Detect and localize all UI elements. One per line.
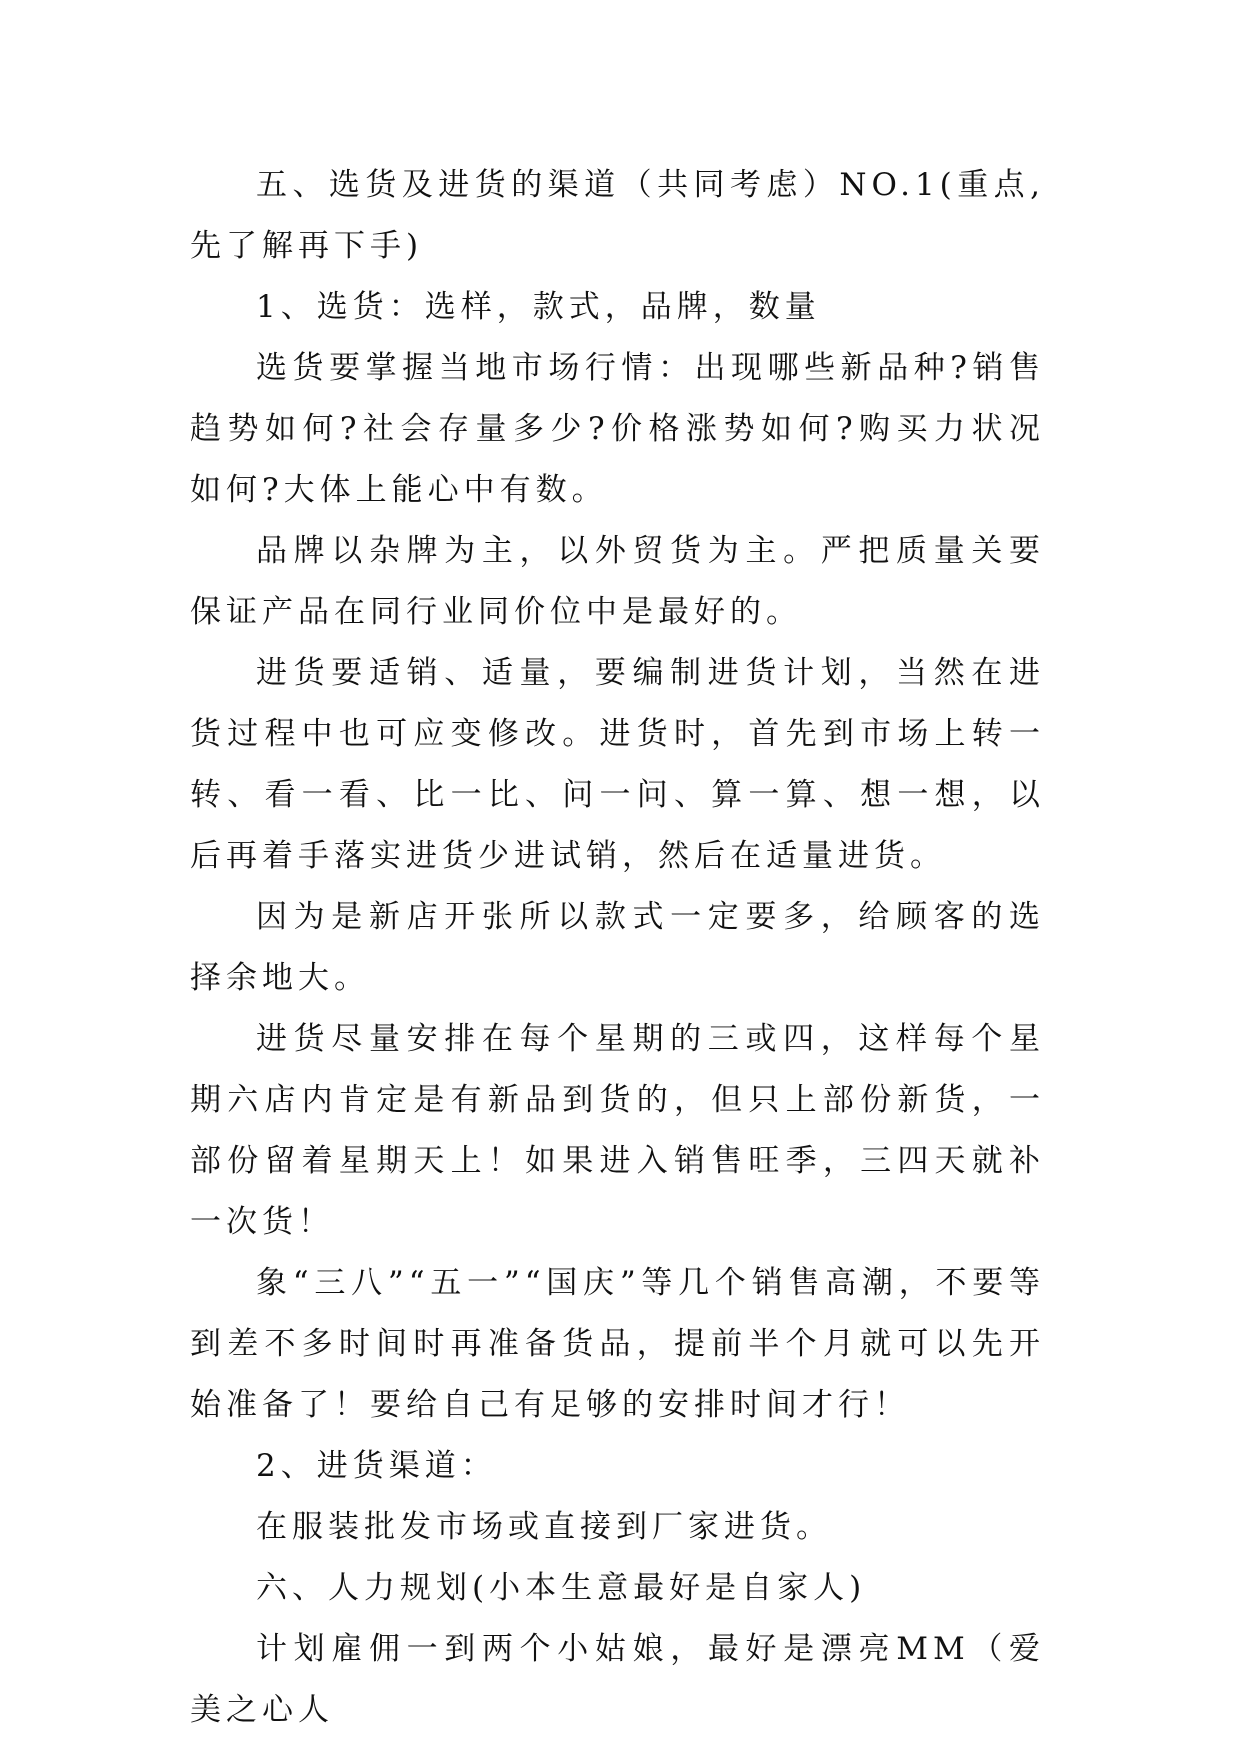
document-body <box>190 155 1045 1741</box>
paragraph-restock-schedule: 进货尽量安排在每个星期的三或四，这样每个星期六店内肯定是有新品到货的，但只上部份新货，一部份留着星期天上！如果进入销售旺季，三四天就补一次货！ <box>190 1021 1045 1240</box>
paragraph-holiday-preparation: 象“三八”“五一”“国庆”等几个销售高潮，不要等到差不多时间时再准备货品，提前半个月就可以先开始准备了！要给自己有足够的安排时间才行！ <box>190 1265 1045 1423</box>
subheading-purchase-channels: 2、进货渠道： <box>256 1448 497 1484</box>
paragraph-wholesale-market: 在服装批发市场或直接到厂家进货。 <box>256 1509 832 1545</box>
section-heading-six: 六、人力规划(小本生意最好是自家人) <box>256 1570 867 1606</box>
paragraph-new-store-styles: 因为是新店开张所以款式一定要多，给顾客的选择余地大。 <box>190 899 1045 996</box>
paragraph-staff-plan: 计划雇佣一到两个小姑娘，最好是漂亮MM（爱美之心人 <box>190 1631 1045 1728</box>
section-heading-five: 五、选货及进货的渠道（共同考虑）NO.1(重点,先了解再下手) <box>190 167 1045 264</box>
paragraph-purchase-plan: 进货要适销、适量，要编制进货计划，当然在进货过程中也可应变修改。进货时，首先到市场上转一转、看一看、比一比、问一问、算一算、想一想，以后再着手落实进货少进试销，然后在适量进货。 <box>190 655 1045 874</box>
paragraph-market-conditions: 选货要掌握当地市场行情：出现哪些新品种?销售趋势如何?社会存量多少?价格涨势如何?购买力状况如何?大体上能心中有数。 <box>190 350 1045 508</box>
subheading-selection: 1、选货：选样，款式，品牌，数量 <box>256 289 821 325</box>
paragraph-brand-quality: 品牌以杂牌为主，以外贸货为主。严把质量关要保证产品在同行业同价位中是最好的。 <box>190 533 1045 630</box>
